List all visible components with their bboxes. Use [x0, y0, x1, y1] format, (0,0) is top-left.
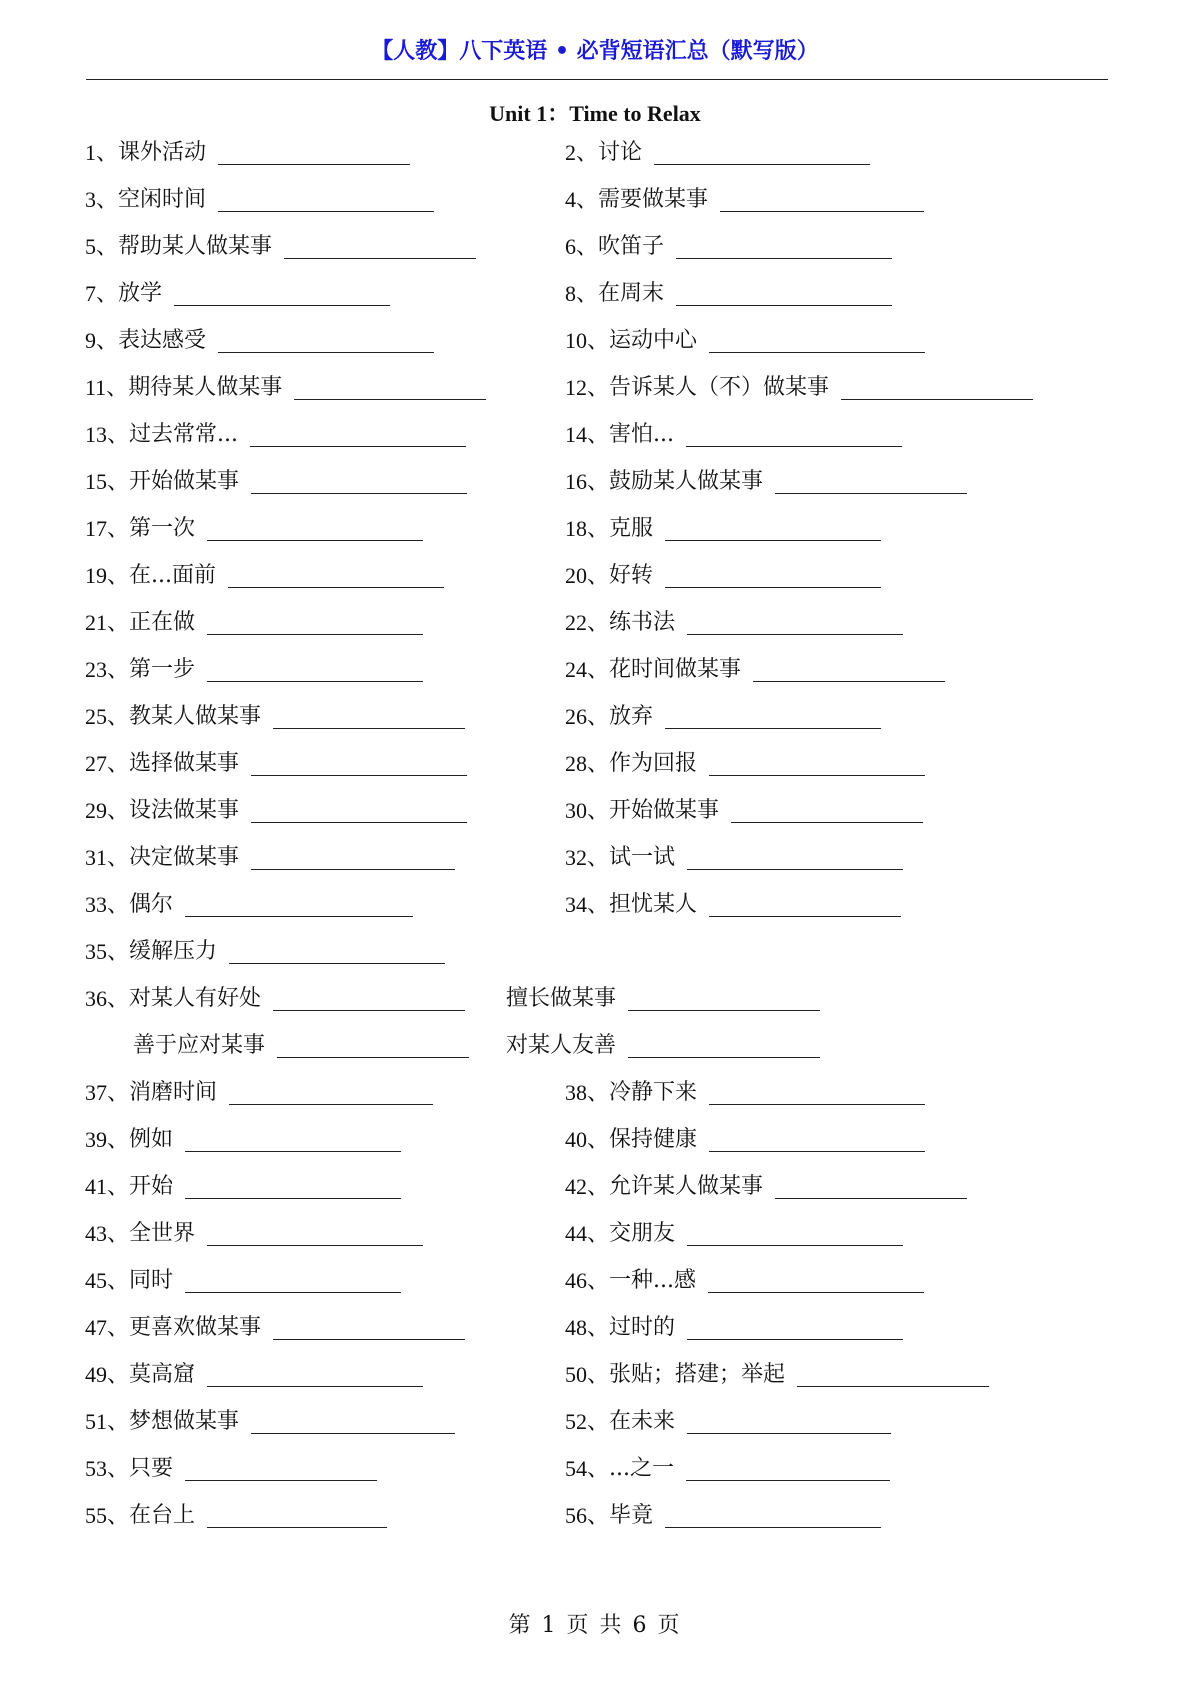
answer-blank[interactable] — [185, 894, 413, 917]
answer-blank[interactable] — [841, 377, 1033, 400]
item-number: 10、 — [565, 328, 610, 353]
item-number: 20、 — [565, 563, 610, 588]
item-text: 更喜欢做某事 — [129, 1315, 262, 1340]
item-text: 表达感受 — [118, 328, 207, 353]
answer-blank[interactable] — [218, 142, 410, 165]
item-number: 48、 — [565, 1315, 610, 1340]
answer-blank[interactable] — [229, 1082, 433, 1105]
item-number: 21、 — [85, 610, 130, 635]
list-row — [0, 696, 1190, 743]
item-number: 34、 — [565, 892, 610, 917]
list-row — [0, 1213, 1190, 1260]
item-number: 39、 — [85, 1127, 130, 1152]
item-text: 空闲时间 — [118, 187, 207, 212]
header-divider — [86, 79, 1108, 80]
list-item — [85, 326, 434, 356]
item-number: 13、 — [85, 422, 130, 447]
answer-blank[interactable] — [251, 753, 467, 776]
answer-blank[interactable] — [277, 1035, 469, 1058]
answer-blank[interactable] — [228, 565, 444, 588]
list-row — [0, 226, 1190, 273]
item-number: 24、 — [565, 657, 610, 682]
item-text: 设法做某事 — [129, 798, 240, 823]
answer-blank[interactable] — [207, 1364, 423, 1387]
list-item — [85, 561, 444, 591]
list-item — [565, 608, 903, 638]
item-text: 在台上 — [129, 1503, 196, 1528]
item-text: 开始 — [129, 1174, 174, 1199]
answer-blank[interactable] — [709, 1129, 925, 1152]
list-item — [85, 1313, 465, 1343]
list-item — [565, 326, 925, 356]
item-number: 45、 — [85, 1268, 130, 1293]
item-number: 19、 — [85, 563, 130, 588]
item-text: 告诉某人（不）做某事 — [609, 375, 830, 400]
list-item — [85, 655, 423, 685]
list-row — [0, 602, 1190, 649]
item-text: 课外活动 — [118, 140, 207, 165]
item-number: 16、 — [565, 469, 610, 494]
item-text: 对某人友善 — [506, 1033, 617, 1058]
list-item — [565, 1407, 891, 1437]
item-number: 23、 — [85, 657, 130, 682]
item-number: 49、 — [85, 1362, 130, 1387]
list-item — [85, 138, 410, 168]
item-number: 35、 — [85, 939, 130, 964]
item-text: 只要 — [129, 1456, 174, 1481]
item-number: 44、 — [565, 1221, 610, 1246]
list-row — [0, 1260, 1190, 1307]
item-number: 52、 — [565, 1409, 610, 1434]
item-number: 51、 — [85, 1409, 130, 1434]
item-text: 例如 — [129, 1127, 174, 1152]
item-number: 3、 — [85, 187, 119, 212]
list-item — [565, 232, 892, 262]
list-item — [85, 1172, 401, 1202]
list-item — [565, 843, 903, 873]
item-number: 11、 — [85, 375, 129, 400]
answer-blank[interactable] — [273, 988, 465, 1011]
list-item — [565, 1172, 967, 1202]
answer-blank[interactable] — [628, 1035, 820, 1058]
answer-blank[interactable] — [174, 283, 390, 306]
list-item — [85, 420, 466, 450]
answer-blank[interactable] — [665, 565, 881, 588]
page-number-footer: 第 1 页 共 6 页 — [508, 1613, 682, 1638]
answer-blank[interactable] — [775, 1176, 967, 1199]
item-text: 作为回报 — [609, 751, 698, 776]
list-item — [85, 890, 413, 920]
item-text: 交朋友 — [609, 1221, 676, 1246]
item-text: 开始做某事 — [129, 469, 240, 494]
answer-blank[interactable] — [731, 800, 923, 823]
item-text: 运动中心 — [609, 328, 698, 353]
list-item — [85, 185, 434, 215]
list-row — [0, 1495, 1190, 1542]
list-item — [85, 937, 445, 967]
item-text: 放学 — [118, 281, 163, 306]
answer-blank[interactable] — [686, 1458, 890, 1481]
item-text: 偶尔 — [129, 892, 174, 917]
item-text: 全世界 — [129, 1221, 196, 1246]
list-row — [0, 1448, 1190, 1495]
item-text: 花时间做某事 — [609, 657, 742, 682]
list-item — [85, 1266, 401, 1296]
list-row — [0, 179, 1190, 226]
list-item — [565, 514, 881, 544]
list-row — [0, 837, 1190, 884]
list-item — [85, 796, 467, 826]
list-item — [565, 373, 1033, 403]
answer-blank[interactable] — [687, 612, 903, 635]
item-text: ...之一 — [609, 1456, 674, 1481]
answer-blank[interactable] — [229, 941, 445, 964]
answer-blank[interactable] — [207, 518, 423, 541]
item-text: 梦想做某事 — [129, 1409, 240, 1434]
list-item — [85, 608, 423, 638]
item-text: 鼓励某人做某事 — [609, 469, 764, 494]
list-row — [0, 884, 1190, 931]
list-row — [0, 1072, 1190, 1119]
answer-blank[interactable] — [251, 847, 455, 870]
list-item — [565, 1360, 989, 1390]
list-row — [0, 1166, 1190, 1213]
item-number: 7、 — [85, 281, 119, 306]
answer-blank[interactable] — [676, 236, 892, 259]
item-text: 对某人有好处 — [129, 986, 262, 1011]
answer-blank[interactable] — [797, 1364, 989, 1387]
list-row — [0, 461, 1190, 508]
answer-blank[interactable] — [185, 1270, 401, 1293]
answer-blank[interactable] — [709, 753, 925, 776]
list-row — [0, 743, 1190, 790]
list-row — [0, 273, 1190, 320]
answer-blank[interactable] — [665, 706, 881, 729]
list-item — [565, 749, 925, 779]
list-item — [85, 279, 390, 309]
item-text: 害怕... — [609, 422, 674, 447]
item-text: 张贴；搭建；举起 — [609, 1362, 786, 1387]
item-text: 在周末 — [598, 281, 665, 306]
answer-blank[interactable] — [185, 1176, 401, 1199]
list-row — [0, 508, 1190, 555]
item-number: 43、 — [85, 1221, 130, 1246]
list-row — [0, 414, 1190, 461]
list-row — [0, 320, 1190, 367]
item-text: 正在做 — [129, 610, 196, 635]
item-text: 缓解压力 — [129, 939, 218, 964]
list-item — [85, 467, 467, 497]
answer-blank[interactable] — [687, 1223, 903, 1246]
answer-blank[interactable] — [207, 1505, 387, 1528]
list-item — [565, 655, 945, 685]
list-item — [133, 1031, 469, 1061]
list-item — [565, 467, 967, 497]
item-number: 14、 — [565, 422, 610, 447]
item-number: 8、 — [565, 281, 599, 306]
list-item — [85, 514, 423, 544]
list-item — [565, 561, 881, 591]
list-row — [0, 1307, 1190, 1354]
item-text: 克服 — [609, 516, 654, 541]
item-number: 31、 — [85, 845, 130, 870]
answer-blank[interactable] — [665, 1505, 881, 1528]
item-text: 第一步 — [129, 657, 196, 682]
item-text: 擅长做某事 — [506, 986, 617, 1011]
answer-blank[interactable] — [218, 189, 434, 212]
answer-blank[interactable] — [686, 424, 902, 447]
answer-blank[interactable] — [218, 330, 434, 353]
list-item — [565, 796, 923, 826]
list-item — [85, 1501, 387, 1531]
item-number: 9、 — [85, 328, 119, 353]
item-number: 15、 — [85, 469, 130, 494]
item-number: 12、 — [565, 375, 610, 400]
answer-blank[interactable] — [665, 518, 881, 541]
answer-blank[interactable] — [273, 706, 465, 729]
item-text: 试一试 — [609, 845, 676, 870]
list-item — [85, 1360, 423, 1390]
answer-blank[interactable] — [207, 612, 423, 635]
list-item — [565, 1501, 881, 1531]
list-row — [0, 1401, 1190, 1448]
item-text: 帮助某人做某事 — [118, 234, 273, 259]
list-item — [85, 1125, 401, 1155]
answer-blank[interactable] — [185, 1129, 401, 1152]
item-number: 37、 — [85, 1080, 130, 1105]
answer-blank[interactable] — [185, 1458, 377, 1481]
list-row — [0, 132, 1190, 179]
list-row — [0, 1354, 1190, 1401]
item-text: 教某人做某事 — [129, 704, 262, 729]
item-text: 期待某人做某事 — [128, 375, 283, 400]
list-row — [0, 367, 1190, 414]
answer-blank[interactable] — [294, 377, 486, 400]
answer-blank[interactable] — [284, 236, 476, 259]
answer-blank[interactable] — [709, 1082, 925, 1105]
item-number: 41、 — [85, 1174, 130, 1199]
item-number: 38、 — [565, 1080, 610, 1105]
item-text: 需要做某事 — [598, 187, 709, 212]
item-text: 同时 — [129, 1268, 174, 1293]
list-item — [565, 1266, 924, 1296]
item-text: 第一次 — [129, 516, 196, 541]
list-row — [0, 978, 1190, 1025]
answer-blank[interactable] — [708, 1270, 924, 1293]
item-text: 决定做某事 — [129, 845, 240, 870]
item-number: 53、 — [85, 1456, 130, 1481]
answer-blank[interactable] — [676, 283, 892, 306]
answer-blank[interactable] — [709, 330, 925, 353]
list-item — [85, 1219, 423, 1249]
item-number: 29、 — [85, 798, 130, 823]
item-text: 毕竟 — [609, 1503, 654, 1528]
list-row — [0, 1025, 1190, 1072]
item-number: 33、 — [85, 892, 130, 917]
answer-blank[interactable] — [720, 189, 924, 212]
item-number: 4、 — [565, 187, 599, 212]
item-text: 允许某人做某事 — [609, 1174, 764, 1199]
item-text: 选择做某事 — [129, 751, 240, 776]
item-number: 47、 — [85, 1315, 130, 1340]
unit-title: Unit 1：Time to Relax — [489, 101, 701, 126]
list-item — [565, 1313, 903, 1343]
item-text: 保持健康 — [609, 1127, 698, 1152]
answer-blank[interactable] — [687, 847, 903, 870]
item-text: 消磨时间 — [129, 1080, 218, 1105]
page-header-title: 【人教】八下英语 • 必背短语汇总（默写版） — [371, 39, 819, 64]
item-number: 1、 — [85, 140, 119, 165]
answer-blank[interactable] — [250, 424, 466, 447]
item-number: 28、 — [565, 751, 610, 776]
item-number: 5、 — [85, 234, 119, 259]
list-item — [85, 1454, 377, 1484]
item-number: 22、 — [565, 610, 610, 635]
answer-blank[interactable] — [687, 1317, 903, 1340]
list-item — [565, 138, 870, 168]
item-text: 放弃 — [609, 704, 654, 729]
list-item — [565, 1078, 925, 1108]
item-text: 练书法 — [609, 610, 676, 635]
list-row — [0, 931, 1190, 978]
item-text: 过去常常... — [129, 422, 238, 447]
list-item — [506, 1031, 820, 1061]
item-number: 42、 — [565, 1174, 610, 1199]
list-item — [85, 749, 467, 779]
item-text: 过时的 — [609, 1315, 676, 1340]
item-text: 莫高窟 — [129, 1362, 196, 1387]
answer-blank[interactable] — [251, 1411, 455, 1434]
item-number: 6、 — [565, 234, 599, 259]
item-number: 18、 — [565, 516, 610, 541]
list-item — [565, 185, 924, 215]
item-text: 一种...感 — [609, 1268, 696, 1293]
item-text: 在...面前 — [129, 563, 216, 588]
answer-blank[interactable] — [654, 142, 870, 165]
item-text: 讨论 — [598, 140, 643, 165]
answer-blank[interactable] — [251, 800, 467, 823]
item-text: 吹笛子 — [598, 234, 665, 259]
list-item — [85, 373, 486, 403]
list-item — [85, 1078, 433, 1108]
item-text: 好转 — [609, 563, 654, 588]
item-number: 46、 — [565, 1268, 610, 1293]
list-row — [0, 555, 1190, 602]
answer-blank[interactable] — [775, 471, 967, 494]
answer-blank[interactable] — [251, 471, 467, 494]
item-text: 冷静下来 — [609, 1080, 698, 1105]
item-text: 担忧某人 — [609, 892, 698, 917]
list-item — [565, 1125, 925, 1155]
item-number: 17、 — [85, 516, 130, 541]
item-text: 在未来 — [609, 1409, 676, 1434]
answer-blank[interactable] — [273, 1317, 465, 1340]
list-item — [565, 702, 881, 732]
answer-blank[interactable] — [207, 1223, 423, 1246]
list-item — [85, 843, 455, 873]
answer-blank[interactable] — [709, 894, 901, 917]
item-number: 30、 — [565, 798, 610, 823]
list-item — [565, 1454, 890, 1484]
item-number: 36、 — [85, 986, 130, 1011]
list-item — [85, 702, 465, 732]
item-number: 54、 — [565, 1456, 610, 1481]
item-number: 2、 — [565, 140, 599, 165]
list-item — [506, 984, 820, 1014]
list-item — [565, 1219, 903, 1249]
item-number: 27、 — [85, 751, 130, 776]
answer-blank[interactable] — [753, 659, 945, 682]
list-item — [85, 232, 476, 262]
item-number: 40、 — [565, 1127, 610, 1152]
list-item — [565, 890, 901, 920]
answer-blank[interactable] — [687, 1411, 891, 1434]
list-item — [565, 279, 892, 309]
list-item — [565, 420, 902, 450]
item-text: 善于应对某事 — [133, 1033, 266, 1058]
item-number: 50、 — [565, 1362, 610, 1387]
answer-blank[interactable] — [628, 988, 820, 1011]
item-text: 开始做某事 — [609, 798, 720, 823]
item-number: 26、 — [565, 704, 610, 729]
list-row — [0, 790, 1190, 837]
list-item — [85, 1407, 455, 1437]
list-row — [0, 1119, 1190, 1166]
item-number: 32、 — [565, 845, 610, 870]
item-number: 25、 — [85, 704, 130, 729]
item-number: 56、 — [565, 1503, 610, 1528]
item-number: 55、 — [85, 1503, 130, 1528]
list-row — [0, 649, 1190, 696]
list-item — [85, 984, 465, 1014]
answer-blank[interactable] — [207, 659, 423, 682]
